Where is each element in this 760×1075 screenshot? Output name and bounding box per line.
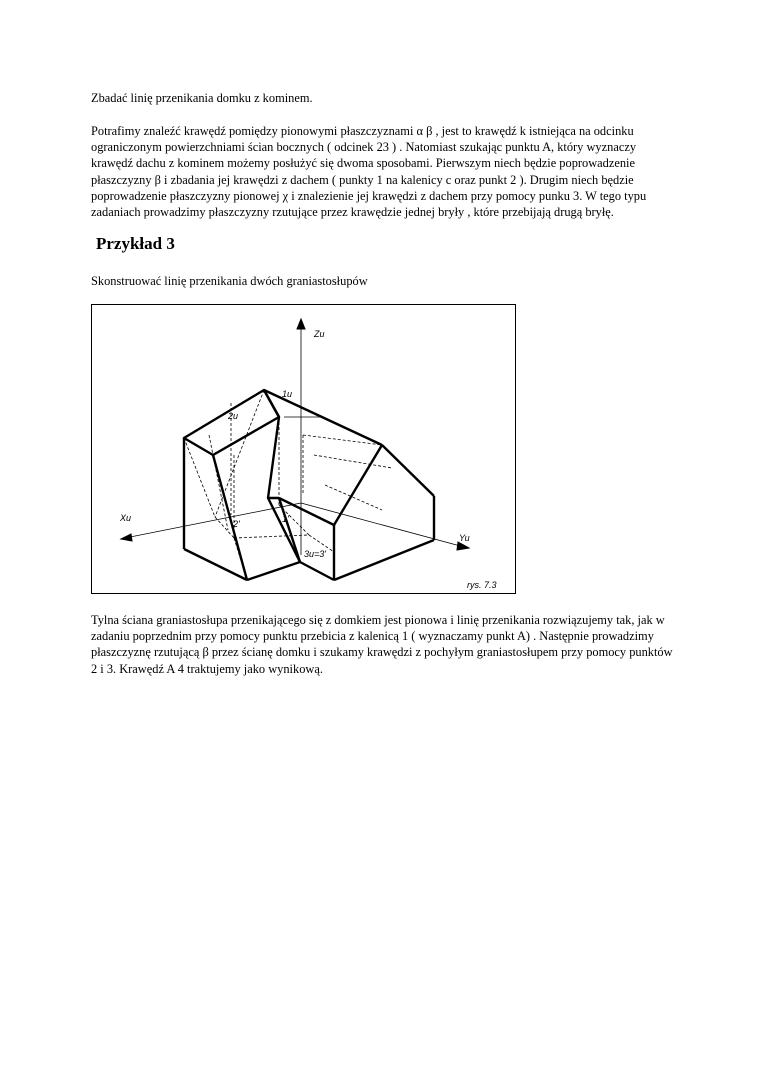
z-axis-label: Zu (314, 329, 325, 339)
section-heading: Przykład 3 (96, 234, 175, 253)
prism-intersection-line (268, 417, 279, 498)
roof-right-slope (382, 445, 434, 496)
y-axis-line (301, 503, 464, 547)
house-bottom-left (300, 562, 334, 580)
x-axis-label: Xu (120, 513, 132, 523)
explanation-paragraph: Potrafimy znaleźć krawędź pomiędzy pionowymi płaszczyznami α β , jest to krawędź k istniejąca na odcinku ograniczonym powierzchniami ścian bocznych ( odcinek 23 ) . Natomiast szukając punktu A, który wyznaczy krawędź dachu z kominem możemy posłużyć się dwoma sposobami. Pierwszym niech będzie poprowadzenie płaszczyzny β i zbadania jej krawędzi z dachem ( punkty 1 na kalenicy c oraz punkt 2 ). Drugim niech będzie poprowadzenie płaszczyzny pionowej χ i znalezienie jej krawędzi z dachem przy pomocy punku 3. W tego typu zadaniach prowadzimy płaszczyzny rzutujące przez krawędzie jednej bryły , które przebijają drugą bryłę. (91, 124, 647, 220)
point-1prime-label: 1' (282, 514, 289, 524)
figure-caption: rys. 7.3 (467, 580, 497, 590)
point-1u-label: 1u (282, 389, 293, 399)
task-paragraph: Skonstruować linię przenikania dwóch graniastosłupów (91, 274, 368, 288)
z-axis-arrow (297, 319, 305, 329)
prism-bottom-edge (184, 549, 247, 580)
x-axis-arrow (121, 534, 132, 541)
y-axis-arrow (457, 542, 469, 550)
gable-edge (334, 445, 382, 525)
solution-paragraph: Tylna ściana graniastosłupa przenikającego się z domkiem jest pionowa i linię przenikania rozwiązujemy tak, jak w zadaniu poprzednim przy pomocy punktu przebicia z kalenicą 1 ( wyznaczamy punkt A) . Następnie prowadzimy płaszczyznę rzutującą β przez ścianę domku i szukamy krawędzi z pochyłym graniastosłupem przy pomocy punktów 2 i 3. Krawędź A 4 traktujemy jako wynikową. (91, 613, 673, 676)
intro-paragraph: Zbadać linię przenikania domku z kominem. (91, 91, 313, 105)
prism-front-edge (213, 455, 247, 580)
point-2prime-label: 2' (233, 519, 240, 529)
slanted-prism-top (184, 390, 279, 455)
x-axis-line (125, 503, 301, 538)
prism-base-front (247, 562, 300, 580)
intersection-edge (268, 498, 300, 562)
house-bottom-right (334, 540, 434, 580)
figure-prism-intersection (91, 304, 516, 594)
figure-drawing (92, 305, 517, 595)
point-3-label: 3u=3' (304, 549, 326, 559)
y-axis-label: Yu (459, 533, 470, 543)
point-2u-label: 2u (228, 411, 239, 421)
